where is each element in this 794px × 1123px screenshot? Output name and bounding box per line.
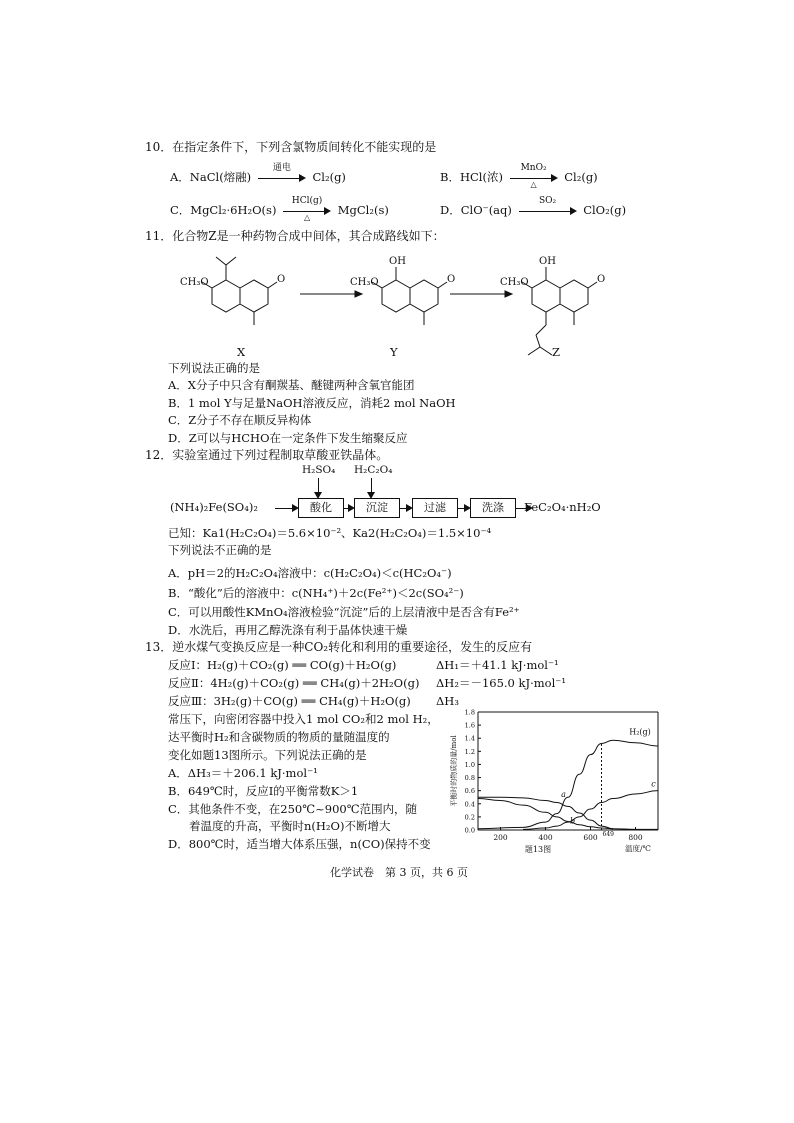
q10-d-product: ClO₂(g) <box>583 203 627 217</box>
q10-d-reactant: D．ClO⁻(aq) <box>440 203 512 217</box>
z-o: O <box>597 274 606 285</box>
y-tick-label: 1.2 <box>464 747 475 756</box>
q13-desc-1: 常压下，向密闭容器中投入1 mol CO₂和2 mol H₂， <box>168 712 439 726</box>
q11-option-b: B．1 mol Y与足量NaOH溶液反应，消耗2 mol NaOH <box>168 396 456 410</box>
reaction-2-enthalpy: ΔH₂＝－165.0 kJ·mol⁻¹ <box>436 676 566 690</box>
y-tick-label: 0.6 <box>464 787 475 796</box>
q12-option-c: C．可以用酸性KMnO₄溶液检验“沉淀”后的上层清液中是否含有Fe²⁺ <box>168 605 520 619</box>
q10-option-d <box>440 196 627 217</box>
start-material: (NH₄)₂Fe(SO₄)₂ <box>170 500 258 514</box>
molecule-z <box>522 267 597 355</box>
q10-c-reactant: C．MgCl₂·6H₂O(s) <box>170 203 277 217</box>
y-axis-label: 平衡时的物质的量/mol <box>450 735 458 807</box>
y-tick-label: 0.8 <box>464 774 475 783</box>
arrow-condition: 通电 <box>272 163 291 173</box>
q13-option-c: C．其他条件不变，在250℃~900℃范围内，随 <box>168 802 418 816</box>
series-label-H₂(g): H₂(g) <box>629 727 651 737</box>
series-line-a <box>478 797 613 828</box>
x-tick-label-649: 649 <box>602 831 614 838</box>
q12-stem: 12．实验室通过下列过程制取草酸亚铁晶体。 <box>145 448 389 462</box>
q13-desc-2: 达平衡时H₂和含碳物质的物质的量随温度的 <box>168 730 390 744</box>
q11-option-a: A．X分子中只含有酮羰基、醚键两种含氧官能团 <box>168 378 415 392</box>
q12-known: 已知：Ka1(H₂C₂O₄)＝5.6×10⁻²、Ka2(H₂C₂O₄)＝1.5×10⁻⁴ <box>168 526 492 540</box>
q11-option-c: C．Z分子不存在顺反异构体 <box>168 413 312 427</box>
q13-option-b: B．649℃时，反应Ⅰ的平衡常数K＞1 <box>168 784 359 798</box>
reaction-arrow <box>258 163 306 183</box>
arrow-condition: MnO₂ <box>520 163 547 173</box>
synthesis-route-diagram <box>160 245 630 360</box>
q10-option-a <box>170 163 346 184</box>
series-label-a: a <box>561 790 566 800</box>
q10-b-reactant: B．HCl(浓) <box>440 170 503 184</box>
y-ch3o: CH₃O <box>350 277 379 288</box>
label-y: Y <box>390 345 398 359</box>
x-tick-label: 800 <box>628 833 643 842</box>
y-tick-label: 0.0 <box>464 826 475 835</box>
reagent-h2so4: H₂SO₄ <box>302 464 336 476</box>
q13-desc-3: 变化如题13图所示。下列说法正确的是 <box>168 748 367 762</box>
y-tick-label: 0.2 <box>464 813 475 822</box>
x-tick-label: 400 <box>538 833 553 842</box>
q11-option-d: D．Z可以与HCHO在一定条件下发生缩聚反应 <box>168 431 408 445</box>
q13-option-a: A．ΔH₃＝＋206.1 kJ·mol⁻¹ <box>168 766 318 780</box>
q10-option-c <box>170 196 389 222</box>
label-z: Z <box>552 345 560 359</box>
x-o: O <box>277 274 286 285</box>
arrow-heat: △ <box>304 213 311 222</box>
arrow-heat: △ <box>530 180 537 189</box>
x-ch3o: CH₃O <box>180 277 209 288</box>
q10-a-reactant: A．NaCl(熔融) <box>170 170 252 184</box>
arrow-condition: HCl(g) <box>291 196 323 206</box>
molecule-y <box>372 267 447 325</box>
reagent-h2c2o4: H₂C₂O₄ <box>354 464 393 476</box>
step-acidify: 酸化 <box>298 498 344 518</box>
x-tick-label: 600 <box>583 833 598 842</box>
q13-option-c-cont: 着温度的升高，平衡时n(H₂O)不断增大 <box>189 819 391 833</box>
series-label-c: c <box>651 779 656 789</box>
x-tick-label: 200 <box>493 833 508 842</box>
reaction-3: 反应Ⅲ：3H₂(g)＋CO(g) ══ CH₄(g)＋H₂O(g) <box>168 694 411 708</box>
series-line-c <box>523 791 658 830</box>
reaction-1: 反应Ⅰ：H₂(g)＋CO₂(g) ══ CO(g)＋H₂O(g) <box>168 658 397 672</box>
reaction-2: 反应Ⅱ：4H₂(g)＋CO₂(g) ══ CH₄(g)＋2H₂O(g) <box>168 676 420 690</box>
y-tick-label: 1.0 <box>464 760 475 769</box>
series-line-b <box>478 799 658 830</box>
page-footer: 化学试卷 第 3 页，共 6 页 <box>330 866 468 879</box>
molecule-x <box>202 257 277 325</box>
q10-stem: 10．在指定条件下，下列含氯物质间转化不能实现的是 <box>145 140 437 154</box>
y-tick-label: 1.6 <box>464 721 475 730</box>
label-x: X <box>237 345 246 359</box>
y-o: O <box>447 274 456 285</box>
step-filter: 过滤 <box>412 498 458 518</box>
q10-b-product: Cl₂(g) <box>564 170 598 184</box>
q10-c-product: MgCl₂(s) <box>337 203 389 217</box>
q12-option-a: A．pH＝2的H₂C₂O₄溶液中：c(H₂C₂O₄)＜c(HC₂O₄⁻) <box>168 566 452 580</box>
reaction-arrow <box>510 163 558 189</box>
q13-stem: 13．逆水煤气变换反应是一种CO₂转化和利用的重要途径，发生的反应有 <box>145 640 533 654</box>
q12-prompt: 下列说法不正确的是 <box>168 543 272 557</box>
y-tick-label: 1.4 <box>464 734 475 743</box>
y-tick-label: 1.8 <box>464 708 475 717</box>
y-oh: OH <box>389 256 406 267</box>
series-line-H₂(g) <box>478 740 658 829</box>
reaction-1-enthalpy: ΔH₁＝＋41.1 kJ·mol⁻¹ <box>436 658 559 672</box>
reaction-arrow <box>519 196 577 216</box>
final-product: FeC₂O₄·nH₂O <box>524 500 601 514</box>
y-tick-label: 0.4 <box>464 800 475 809</box>
q11-stem: 11．化合物Z是一种药物合成中间体，其合成路线如下： <box>145 229 445 243</box>
reaction-3-enthalpy: ΔH₃ <box>436 694 459 708</box>
reaction-arrow <box>283 196 331 222</box>
equilibrium-chart <box>446 706 676 866</box>
step-wash: 洗涤 <box>470 498 516 518</box>
q12-option-b: B．“酸化”后的溶液中：c(NH₄⁺)＋2c(Fe²⁺)＜2c(SO₄²⁻) <box>168 586 464 600</box>
z-oh: OH <box>539 256 556 267</box>
series-label-b: b <box>569 816 576 826</box>
q13-option-d: D．800℃时，适当增大体系压强，n(CO)保持不变 <box>168 837 431 851</box>
chart-title: 题13图 <box>524 845 552 854</box>
arrow-condition: SO₂ <box>538 196 557 206</box>
q10-a-product: Cl₂(g) <box>312 170 346 184</box>
z-ch3o: CH₃O <box>500 277 529 288</box>
q12-option-d: D．水洗后，再用乙醇洗涤有利于晶体快速干燥 <box>168 623 408 637</box>
x-axis-label: 温度/℃ <box>625 844 651 853</box>
q10-option-b <box>440 163 598 189</box>
q11-prompt: 下列说法正确的是 <box>168 361 260 375</box>
step-precipitate: 沉淀 <box>354 498 400 518</box>
